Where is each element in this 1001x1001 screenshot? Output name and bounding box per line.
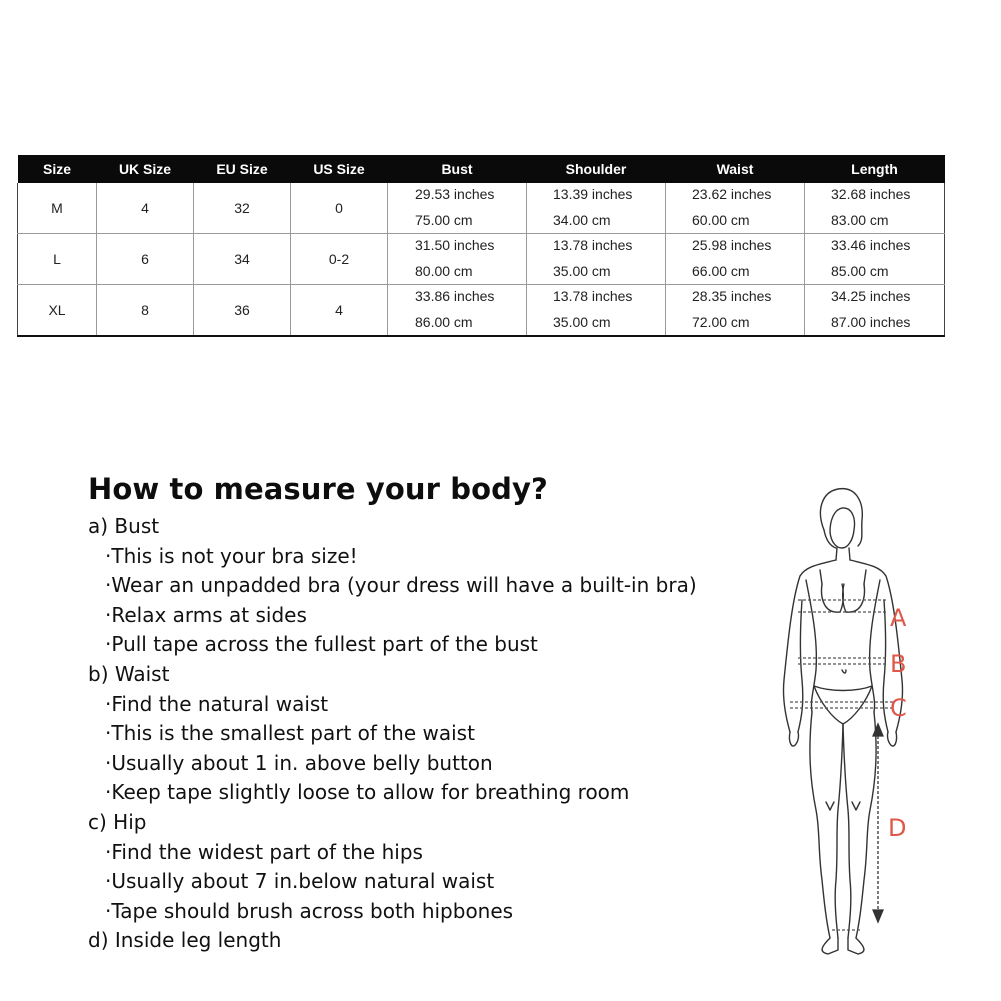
waist-cm: 72.00 cm [692,314,750,330]
cell-waist [666,234,805,285]
cell-uk-size: 6 [97,234,194,285]
header-waist: Waist [666,155,805,183]
cell-us-size: 4 [291,285,388,337]
length-cm: 83.00 cm [831,212,889,228]
header-shoulder: Shoulder [527,155,666,183]
length-cm: 87.00 inches [831,314,911,330]
table-row [18,285,945,337]
guide-title: How to measure your body? [88,472,548,506]
cell-uk-size: 8 [97,285,194,337]
bust-cm: 86.00 cm [415,314,473,330]
guide-item: ·Usually about 1 in. above belly button [105,750,493,775]
body-measurement-figure [760,480,960,970]
table-header-row [18,155,945,183]
length-cm: 85.00 cm [831,263,889,279]
label-c: C [890,694,907,722]
cell-size: M [18,183,97,234]
header-eu-size: EU Size [194,155,291,183]
cell-length [805,234,945,285]
cell-length [805,285,945,337]
cell-us-size: 0-2 [291,234,388,285]
shoulder-cm: 35.00 cm [553,314,611,330]
length-inches: 33.46 inches [831,237,911,253]
label-d: D [888,814,907,842]
length-inches: 32.68 inches [831,186,911,202]
guide-item: ·Keep tape slightly loose to allow for breathing room [105,780,630,805]
section-heading-hip: c) Hip [88,809,147,834]
bust-inches: 31.50 inches [415,237,495,253]
header-uk-size: UK Size [97,155,194,183]
shoulder-cm: 35.00 cm [553,263,611,279]
body-outline-illustration [760,480,960,970]
cell-shoulder [527,285,666,337]
waist-inches: 28.35 inches [692,288,772,304]
cell-eu-size: 36 [194,285,291,337]
guide-item: ·Relax arms at sides [105,602,307,627]
cell-bust [388,183,527,234]
cell-waist [666,183,805,234]
waist-inches: 25.98 inches [692,237,772,253]
cell-size: XL [18,285,97,337]
section-heading-inside-leg: d) Inside leg length [88,928,282,953]
header-us-size: US Size [291,155,388,183]
cell-shoulder [527,183,666,234]
length-inches: 34.25 inches [831,288,911,304]
measure-guide [88,470,788,956]
cell-us-size: 0 [291,183,388,234]
label-a: A [890,604,907,632]
size-chart-table [17,155,945,337]
cell-waist [666,285,805,337]
cell-bust [388,234,527,285]
guide-item: ·This is the smallest part of the waist [105,721,475,746]
header-length: Length [805,155,945,183]
waist-inches: 23.62 inches [692,186,772,202]
cell-length [805,183,945,234]
guide-item: ·Usually about 7 in.below natural waist [105,869,495,894]
guide-item: ·Find the widest part of the hips [105,839,423,864]
label-b: B [890,650,907,678]
shoulder-inches: 13.39 inches [553,186,633,202]
shoulder-inches: 13.78 inches [553,237,633,253]
cell-eu-size: 32 [194,183,291,234]
guide-item: ·Tape should brush across both hipbones [105,898,514,923]
table-row [18,183,945,234]
guide-item: ·This is not your bra size! [105,543,358,568]
section-heading-waist: b) Waist [88,661,170,686]
bust-cm: 80.00 cm [415,263,473,279]
guide-item: ·Pull tape across the fullest part of the bust [105,632,538,657]
waist-cm: 66.00 cm [692,263,750,279]
shoulder-inches: 13.78 inches [553,288,633,304]
section-heading-bust: a) Bust [88,514,160,538]
cell-eu-size: 34 [194,234,291,285]
cell-size: L [18,234,97,285]
table-row [18,234,945,285]
cell-uk-size: 4 [97,183,194,234]
waist-cm: 60.00 cm [692,212,750,228]
bust-cm: 75.00 cm [415,212,473,228]
cell-bust [388,285,527,337]
bust-inches: 29.53 inches [415,186,495,202]
shoulder-cm: 34.00 cm [553,212,611,228]
cell-shoulder [527,234,666,285]
guide-item: ·Find the natural waist [105,691,329,716]
guide-item: ·Wear an unpadded bra (your dress will have a built-in bra) [105,573,697,598]
bust-inches: 33.86 inches [415,288,495,304]
header-bust: Bust [388,155,527,183]
header-size: Size [18,155,97,183]
